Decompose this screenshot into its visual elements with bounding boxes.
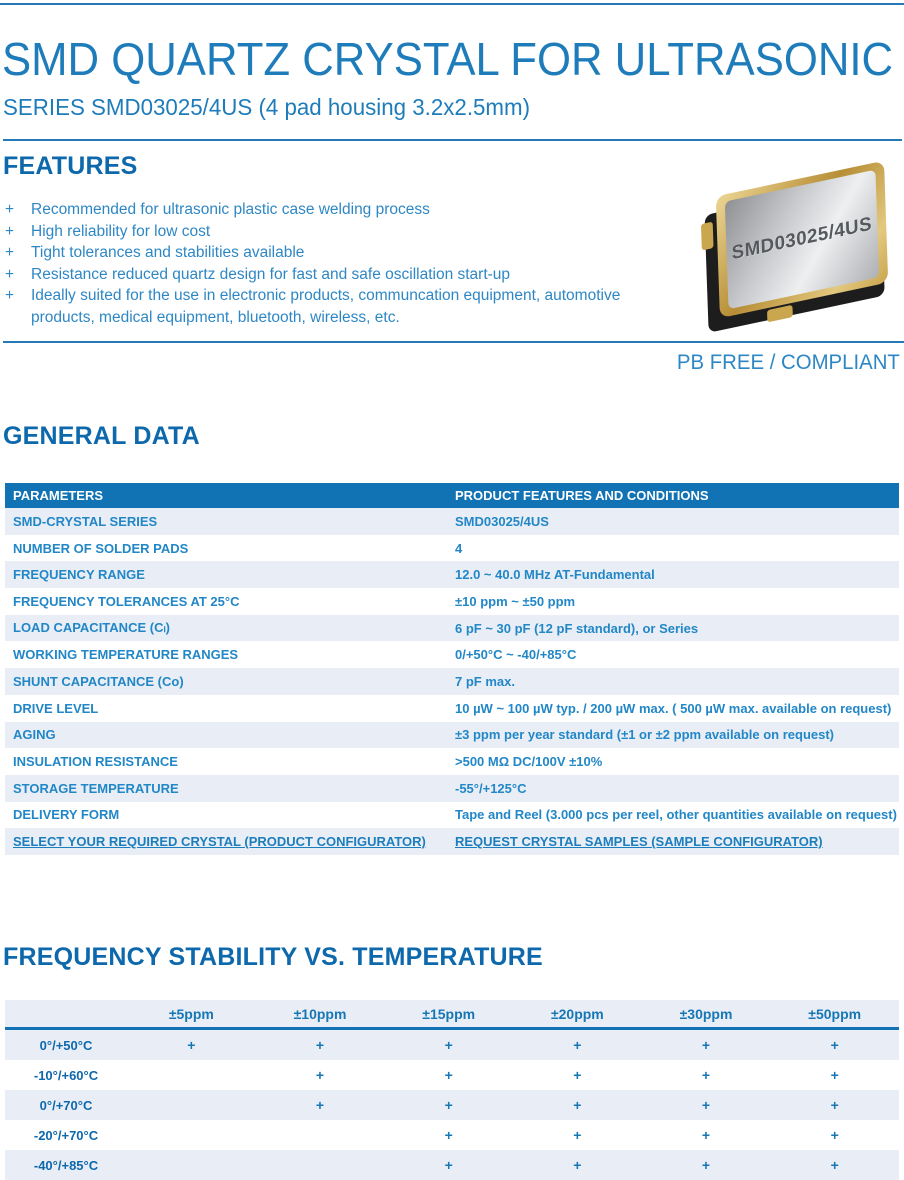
column-header-parameters: PARAMETERS <box>13 488 104 503</box>
param-cell: SMD-CRYSTAL SERIES <box>13 513 158 529</box>
value-cell: >500 MΩ DC/100V ±10% <box>455 754 603 770</box>
feature-text: Tight tolerances and stabilities available <box>31 244 305 262</box>
value-cell: -55°/+125°C <box>455 780 527 796</box>
stability-header-row <box>5 1000 899 1027</box>
crystal-chip-illustration <box>716 162 883 316</box>
availability-mark: + <box>573 1157 582 1173</box>
availability-mark: + <box>444 1157 453 1173</box>
value-cell: 0/+50°C ~ -40/+85°C <box>455 647 577 663</box>
availability-mark: + <box>701 1097 711 1113</box>
page-title: SMD QUARTZ CRYSTAL FOR ULTRASONIC <box>2 33 894 85</box>
product-configurator-link[interactable]: SELECT YOUR REQUIRED CRYSTAL (PRODUCT CONFIGURATOR) <box>13 834 426 850</box>
features-divider <box>3 341 904 343</box>
top-divider <box>0 3 904 5</box>
bullet-plus-icon: + <box>5 244 15 262</box>
feature-item <box>5 285 675 328</box>
value-cell: 12.0 ~ 40.0 MHz AT-Fundamental <box>455 567 655 583</box>
table-row <box>5 561 899 588</box>
table-row <box>5 508 899 535</box>
bullet-plus-icon: + <box>5 265 15 283</box>
table-links-row <box>5 828 899 855</box>
availability-mark: + <box>830 1037 839 1053</box>
pb-free-compliance-label: PB FREE / COMPLIANT <box>677 351 900 374</box>
availability-mark: + <box>444 1067 453 1083</box>
availability-mark: + <box>701 1037 711 1053</box>
temp-range-label: -10°/+60°C <box>33 1067 99 1083</box>
column-header-ppm: ±5ppm <box>168 1005 214 1022</box>
availability-mark: + <box>573 1097 582 1113</box>
feature-item <box>5 242 675 264</box>
temp-range-label: -20°/+70°C <box>33 1127 99 1143</box>
table-row <box>5 722 899 749</box>
availability-mark: + <box>830 1067 839 1083</box>
stability-row <box>5 1120 899 1150</box>
stability-heading: FREQUENCY STABILITY VS. TEMPERATURE <box>3 943 543 971</box>
availability-mark: + <box>701 1067 711 1083</box>
feature-text: Recommended for ultrasonic plastic case welding process <box>31 201 430 218</box>
availability-mark: + <box>444 1097 453 1113</box>
feature-text: Resistance reduced quartz design for fast and safe oscillation start-up <box>31 265 511 283</box>
features-heading: FEATURES <box>3 152 138 180</box>
availability-mark: + <box>830 1127 839 1143</box>
feature-item <box>5 221 675 243</box>
availability-mark: + <box>315 1067 325 1083</box>
column-header-ppm: ±15ppm <box>422 1005 476 1022</box>
availability-mark: + <box>573 1037 582 1053</box>
table-row <box>5 695 899 722</box>
availability-mark: + <box>444 1037 453 1053</box>
bullet-plus-icon: + <box>5 201 15 218</box>
param-cell: FREQUENCY RANGE <box>13 567 145 583</box>
sample-configurator-link[interactable]: REQUEST CRYSTAL SAMPLES (SAMPLE CONFIGURATOR) <box>455 834 823 850</box>
value-cell: Tape and Reel (3.000 pcs per reel, other quantities available on request) <box>455 807 897 823</box>
column-header-ppm: ±50ppm <box>808 1005 862 1022</box>
param-cell: FREQUENCY TOLERANCES AT 25°C <box>13 593 240 609</box>
column-header-ppm: ±10ppm <box>293 1005 347 1022</box>
column-header-ppm: ±20ppm <box>550 1005 604 1022</box>
page-subtitle: SERIES SMD03025/4US (4 pad housing 3.2x2.5mm) <box>3 94 531 120</box>
param-cell: DRIVE LEVEL <box>13 700 99 716</box>
stability-row <box>5 1030 899 1060</box>
availability-mark: + <box>830 1097 839 1113</box>
features-list <box>5 199 675 329</box>
table-row <box>5 588 899 615</box>
general-data-table <box>5 483 899 855</box>
chip-part-number: SMD03025/4US <box>731 213 873 265</box>
availability-mark: + <box>187 1037 196 1053</box>
bullet-plus-icon: + <box>5 222 15 240</box>
temp-range-label: -40°/+85°C <box>33 1157 99 1173</box>
param-cell: SHUNT CAPACITANCE (Co) <box>13 673 184 689</box>
general-data-heading: GENERAL DATA <box>3 422 200 450</box>
availability-mark: + <box>315 1097 325 1113</box>
param-cell: INSULATION RESISTANCE <box>13 754 178 770</box>
stability-row <box>5 1060 899 1090</box>
value-cell: 4 <box>455 540 463 556</box>
availability-mark: + <box>701 1127 711 1143</box>
availability-mark: + <box>573 1067 582 1083</box>
value-cell: ±3 ppm per year standard (±1 or ±2 ppm available on request) <box>455 727 835 743</box>
table-row <box>5 641 899 668</box>
feature-item <box>5 199 675 221</box>
table-header-row <box>5 483 899 508</box>
value-cell: ±10 ppm ~ ±50 ppm <box>455 593 576 609</box>
table-row <box>5 802 899 829</box>
availability-mark: + <box>444 1127 453 1143</box>
value-cell: 7 pF max. <box>455 673 515 689</box>
availability-mark: + <box>830 1157 839 1173</box>
feature-item <box>5 264 675 286</box>
bullet-plus-icon: + <box>5 287 15 305</box>
availability-mark: + <box>701 1157 711 1173</box>
param-cell: NUMBER OF SOLDER PADS <box>13 540 189 556</box>
table-row <box>5 668 899 695</box>
stability-row <box>5 1090 899 1120</box>
chip-solder-pad <box>701 222 714 251</box>
value-cell: 10 µW ~ 100 µW typ. / 200 µW max. ( 500 µW max. available on request) <box>455 700 892 716</box>
param-cell: STORAGE TEMPERATURE <box>13 780 179 796</box>
table-row <box>5 748 899 775</box>
table-row <box>5 775 899 802</box>
header-divider <box>3 139 902 141</box>
stability-row <box>5 1150 899 1180</box>
param-cell: LOAD CAPACITANCE (Cₗ) <box>13 620 170 636</box>
table-row <box>5 535 899 562</box>
feature-text: Ideally suited for the use in electronic products, communcation equipment, automotive products, medical equipment, bluetooth, wireless, etc. <box>31 287 621 326</box>
value-cell: SMD03025/4US <box>455 513 549 529</box>
availability-mark: + <box>315 1037 325 1053</box>
feature-text: High reliability for low cost <box>31 222 211 240</box>
table-row <box>5 615 899 642</box>
temp-range-label: 0°/+70°C <box>39 1097 93 1113</box>
column-header-features: PRODUCT FEATURES AND CONDITIONS <box>455 488 709 503</box>
param-cell: WORKING TEMPERATURE RANGES <box>13 647 239 663</box>
param-cell: DELIVERY FORM <box>13 807 120 823</box>
temp-range-label: 0°/+50°C <box>39 1037 93 1053</box>
product-photo <box>690 168 904 328</box>
column-header-ppm: ±30ppm <box>679 1005 733 1022</box>
value-cell: 6 pF ~ 30 pF (12 pF standard), or Series <box>455 620 699 636</box>
param-cell: AGING <box>13 727 56 743</box>
stability-table <box>5 1000 899 1180</box>
availability-mark: + <box>573 1127 582 1143</box>
